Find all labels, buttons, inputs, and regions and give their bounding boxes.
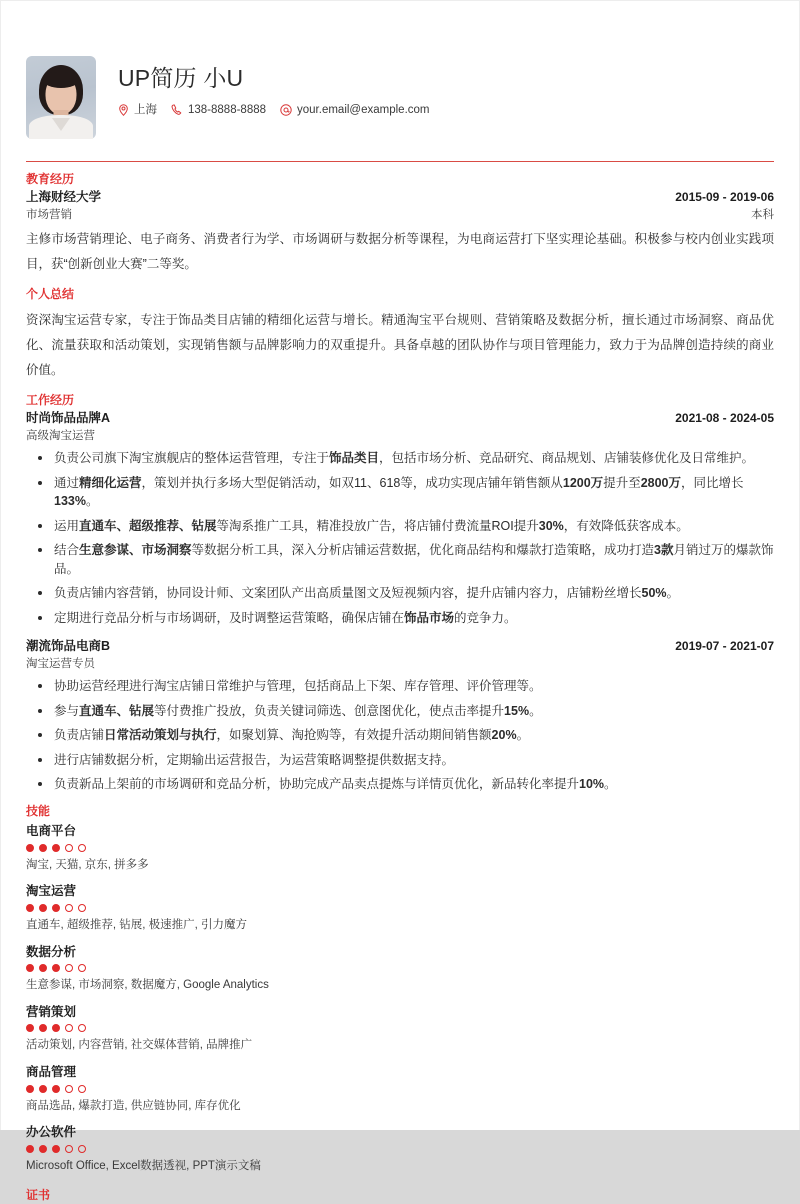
education-major: 市场营销 [26, 208, 72, 221]
header-text-block [96, 56, 430, 116]
skill-dot-empty [65, 964, 73, 972]
skill-dot-filled [52, 1085, 60, 1093]
photo-collar-shape [52, 118, 70, 131]
education-degree: 本科 [751, 208, 774, 221]
section-work [26, 392, 774, 794]
work-date: 2019-07 - 2021-07 [675, 639, 774, 654]
skill-dot-empty [78, 1145, 86, 1153]
work-bullet: 通过精细化运营，策划并执行多场大型促销活动，如双11、618等，成功实现店铺年销售额从1200万提升至2800万，同比增长133%。 [26, 474, 774, 511]
skill-level-dots [26, 844, 774, 852]
skill-keywords: 活动策划, 内容营销, 社交媒体营销, 品牌推广 [26, 1039, 253, 1052]
work-bullet-list [26, 677, 774, 794]
photo-fringe-shape [43, 72, 79, 88]
work-job-list [26, 409, 774, 794]
skill-list [26, 822, 774, 1175]
section-title-education: 教育经历 [26, 172, 75, 186]
skill-name: 营销策划 [26, 1004, 77, 1019]
skill-keywords: 淘宝, 天猫, 京东, 拼多多 [26, 859, 149, 871]
skill-dot-filled [52, 904, 60, 912]
work-job [26, 409, 774, 627]
contact-phone-value: 138-8888-8888 [188, 103, 267, 116]
work-bullet: 定期进行竞品分析与市场调研，及时调整运营策略，确保店铺在饰品市场的竞争力。 [26, 609, 774, 628]
work-company: 潮流饰品电商B [26, 639, 111, 654]
skill-item [26, 943, 774, 995]
skill-name: 商品管理 [26, 1064, 77, 1079]
skill-item [26, 882, 774, 934]
skill-level-dots [26, 1145, 774, 1153]
skill-keywords: Microsoft Office, Excel数据透视, PPT演示文稿 [26, 1159, 261, 1172]
skill-item [26, 1123, 774, 1175]
work-job [26, 637, 774, 794]
skill-item [26, 1063, 774, 1115]
work-job-head [26, 637, 774, 655]
skill-dot-empty [78, 964, 86, 972]
work-bullet: 进行店铺数据分析，定期输出运营报告，为运营策略调整提供数据支持。 [26, 751, 774, 770]
skill-level-dots [26, 1024, 774, 1032]
phone-icon [171, 104, 188, 116]
skill-level-dots [26, 904, 774, 912]
skill-dot-filled [52, 844, 60, 852]
skill-item [26, 822, 774, 874]
skill-dot-filled [52, 1145, 60, 1153]
work-title: 淘宝运营专员 [26, 657, 95, 670]
candidate-name: UP简历 小U [118, 65, 244, 91]
skill-dot-filled [52, 964, 60, 972]
skill-item [26, 1003, 774, 1055]
skill-dot-filled [26, 964, 34, 972]
skill-dot-filled [39, 1024, 47, 1032]
work-bullet: 结合生意参谋、市场洞察等数据分析工具，深入分析店铺运营数据，优化商品结构和爆款打造策略，成功打造3款月销过万的爆款饰品。 [26, 541, 774, 578]
section-title-certificates: 证书 [26, 1188, 51, 1203]
education-school: 上海财经大学 [26, 190, 102, 205]
skill-dot-filled [39, 844, 47, 852]
skill-dot-empty [78, 1085, 86, 1093]
skill-keywords: 直通车, 超级推荐, 钻展, 极速推广, 引力魔方 [26, 919, 248, 932]
skill-dot-empty [65, 1085, 73, 1093]
skill-name: 电商平台 [26, 824, 77, 839]
contact-list [118, 104, 430, 116]
education-date: 2015-09 - 2019-06 [675, 190, 774, 205]
profile-photo [26, 56, 96, 139]
contact-location [118, 104, 157, 116]
work-job-head [26, 409, 774, 427]
skill-dot-filled [26, 1145, 34, 1153]
location-pin-icon [118, 104, 134, 116]
summary-text: 资深淘宝运营专家，专注于饰品类目店铺的精细化运营与增长。精通淘宝平台规则、营销策略及数据分析，擅长通过市场洞察、商品优化、流量获取和活动策划，实现销售额与品牌影响力的双重提升。具备卓越的团队协作与项目管理能力，致力于为品牌创造持续的商业价值。 [26, 312, 774, 377]
skill-dot-empty [65, 1024, 73, 1032]
section-summary [26, 286, 774, 382]
work-bullet: 运用直通车、超级推荐、钻展等淘系推广工具，精准投放广告，将店铺付费流量ROI提升30%，有效降低获客成本。 [26, 517, 774, 536]
skill-dot-filled [52, 1024, 60, 1032]
section-title-summary: 个人总结 [26, 287, 75, 302]
email-at-icon [280, 104, 297, 116]
skill-dot-filled [26, 1024, 34, 1032]
education-description: 主修市场营销理论、电子商务、消费者行为学、市场调研与数据分析等课程，为电商运营打下坚实理论基础。积极参与校内创业实践项目，获“创新创业大赛”二等奖。 [26, 232, 774, 272]
education-entry-head [26, 188, 774, 206]
skill-dot-filled [26, 1085, 34, 1093]
education-entry-sub [26, 207, 774, 224]
header-divider [26, 161, 774, 162]
work-bullet: 协助运营经理进行淘宝店铺日常维护与管理，包括商品上下架、库存管理、评价管理等。 [26, 677, 774, 696]
skill-dot-filled [26, 904, 34, 912]
contact-email [280, 104, 429, 116]
work-bullet: 负责公司旗下淘宝旗舰店的整体运营管理，专注于饰品类目，包括市场分析、竞品研究、商品规划、店铺装修优化及日常维护。 [26, 449, 774, 468]
work-company: 时尚饰品品牌A [26, 411, 111, 426]
skill-dot-filled [39, 1145, 47, 1153]
education-entry [26, 188, 774, 277]
skill-name: 数据分析 [26, 944, 77, 959]
resume-header [26, 1, 774, 139]
contact-email-value: your.email@example.com [297, 103, 430, 116]
skill-keywords: 生意参谋, 市场洞察, 数据魔方, Google Analytics [26, 979, 269, 992]
skill-dot-empty [78, 1024, 86, 1032]
work-title: 高级淘宝运营 [26, 429, 95, 442]
skill-dot-empty [78, 904, 86, 912]
skill-dot-filled [39, 904, 47, 912]
contact-phone [171, 104, 266, 116]
skill-dot-empty [78, 844, 86, 852]
skill-dot-filled [39, 964, 47, 972]
work-bullet: 负责新品上架前的市场调研和竞品分析，协助完成产品卖点提炼与详情页优化，新品转化率提升10%。 [26, 775, 774, 794]
section-title-work: 工作经历 [26, 392, 75, 407]
section-education [26, 171, 774, 277]
section-certificates [26, 1187, 774, 1204]
section-title-skills: 技能 [26, 803, 51, 818]
skill-dot-filled [26, 844, 34, 852]
work-bullet: 参与直通车、钻展等付费推广投放，负责关键词筛选、创意图优化，使点击率提升15%。 [26, 702, 774, 721]
skill-dot-empty [65, 844, 73, 852]
contact-location-value: 上海 [134, 103, 157, 116]
section-skills [26, 803, 774, 1175]
skill-dot-filled [39, 1085, 47, 1093]
skill-dot-empty [65, 1145, 73, 1153]
skill-keywords: 商品选品, 爆款打造, 供应链协同, 库存优化 [26, 1099, 241, 1112]
work-date: 2021-08 - 2024-05 [675, 411, 774, 426]
skill-level-dots [26, 1085, 774, 1093]
work-bullet: 负责店铺日常活动策划与执行，如聚划算、淘抢购等，有效提升活动期间销售额20%。 [26, 726, 774, 745]
skill-level-dots [26, 964, 774, 972]
skill-name: 淘宝运营 [26, 884, 77, 899]
skill-name: 办公软件 [26, 1124, 77, 1139]
work-bullet: 负责店铺内容营销，协同设计师、文案团队产出高质量图文及短视频内容，提升店铺内容力，店铺粉丝增长50%。 [26, 584, 774, 603]
skill-dot-empty [65, 904, 73, 912]
work-bullet-list [26, 449, 774, 627]
